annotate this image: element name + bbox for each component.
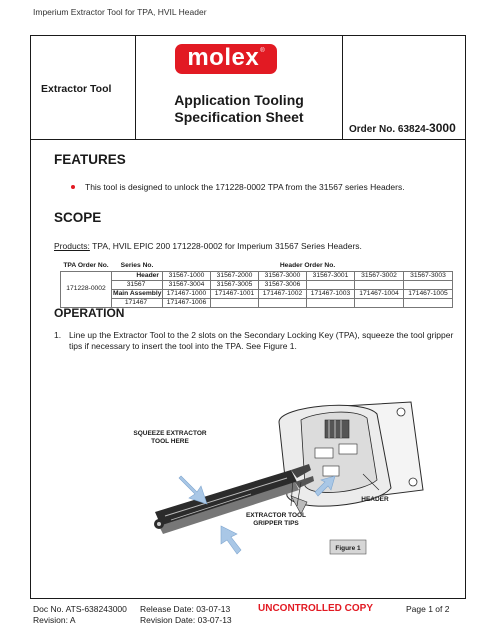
series-label: Main Assembly — [113, 289, 162, 297]
bullet-icon — [71, 183, 79, 191]
logo-registered-mark: ® — [260, 48, 265, 54]
table-cell: 31567-3004 — [163, 280, 211, 289]
header-drawing — [279, 402, 423, 514]
col-header-tpa: TPA Order No. — [61, 262, 112, 271]
scope-label: Products: — [54, 241, 90, 251]
table-cell — [355, 280, 404, 289]
table-cell: 171467-1005 — [404, 289, 453, 298]
table-cell: 31567-3001 — [307, 271, 355, 280]
col-header-series: Series No. — [112, 262, 163, 271]
footer-dates — [140, 604, 232, 626]
uncontrolled-copy-warning: UNCONTROLLED COPY — [258, 603, 373, 614]
table-cell — [355, 298, 404, 307]
page-frame — [30, 35, 466, 599]
scope-heading: SCOPE — [54, 210, 102, 225]
spec-title-line2: Specification Sheet — [174, 109, 304, 125]
footer-revision: Revision: A — [33, 615, 76, 625]
title-block — [31, 36, 465, 140]
arrow-icon — [221, 526, 241, 554]
tpa-order-value: 171228-0002 — [61, 271, 112, 307]
table-cell: 31567-3000 — [259, 271, 307, 280]
label-gripper-tips: GRIPPER TIPS — [253, 520, 299, 527]
table-cell: 31567-1000 — [163, 271, 211, 280]
step-text: Line up the Extractor Tool to the 2 slots on the Secondary Locking Key (TPA), squeeze the tool gripper tips if necessary to insert the tool into the TPA. See Figure 1. — [69, 330, 454, 351]
table-cell: 31567-3003 — [404, 271, 453, 280]
table-cell: 31567-3005 — [211, 280, 259, 289]
order-number — [349, 121, 456, 135]
footer-release-date: Release Date: 03-07-13 — [140, 604, 231, 614]
arrow-icon — [179, 476, 207, 504]
order-table — [60, 262, 453, 308]
label-squeeze: TOOL HERE — [151, 438, 189, 445]
label-header: HEADER — [361, 496, 389, 503]
figure-illustration — [101, 378, 457, 596]
molex-logo — [161, 42, 291, 76]
footer-revision-date: Revision Date: 03-07-13 — [140, 615, 232, 625]
spec-title-line1: Application Tooling — [174, 92, 304, 108]
logo-badge — [175, 44, 276, 74]
running-header: Imperium Extractor Tool for TPA, HVIL Header — [33, 7, 207, 17]
table-cell — [404, 298, 453, 307]
step-number: 1. — [54, 330, 62, 340]
series-number: 171467 — [112, 298, 163, 307]
table-cell: 31567-3006 — [259, 280, 307, 289]
page-number: Page 1 of 2 — [406, 604, 450, 614]
table-cell: 31567-3002 — [355, 271, 404, 280]
table-cell: 31567-2000 — [211, 271, 259, 280]
table-cell — [259, 298, 307, 307]
doc-label: Extractor Tool — [41, 83, 112, 95]
label-squeeze: SQUEEZE EXTRACTOR — [133, 430, 207, 437]
table-cell: 171467-1000 — [163, 289, 211, 298]
scope-text — [54, 241, 362, 251]
footer-doc-info — [33, 604, 127, 626]
operation-heading: OPERATION — [54, 306, 125, 320]
order-number-value: 3000 — [429, 121, 456, 135]
footer-doc-no: Doc No. ATS-638243000 — [33, 604, 127, 614]
table-cell: 171467-1003 — [307, 289, 355, 298]
table-cell: 171467-1006 — [163, 298, 211, 307]
content-area — [31, 140, 465, 598]
title-block-divider — [135, 36, 136, 140]
label-gripper-tips: EXTRACTOR TOOL — [245, 512, 307, 519]
table-cell: 171467-1004 — [355, 289, 404, 298]
series-label: Header — [112, 271, 163, 280]
features-heading: FEATURES — [54, 152, 126, 167]
scope-body: TPA, HVIL EPIC 200 171228-0002 for Imperium 31567 Series Headers. — [89, 241, 362, 251]
logo-text: molex — [187, 44, 260, 71]
title-block-divider — [342, 36, 343, 140]
order-number-label: Order No. 63824- — [349, 124, 430, 135]
spec-title — [144, 92, 334, 126]
figure-caption: Figure 1 — [335, 545, 361, 552]
table-cell — [211, 298, 259, 307]
table-cell: 171467-1001 — [211, 289, 259, 298]
col-header-header-order: Header Order No. — [163, 262, 453, 271]
series-number: 31567 — [112, 280, 163, 289]
table-cell — [307, 280, 355, 289]
table-cell: 171467-1002 — [259, 289, 307, 298]
table-cell — [307, 298, 355, 307]
feature-item: This tool is designed to unlock the 171228-0002 TPA from the 31567 series Headers. — [85, 182, 405, 192]
table-cell — [404, 280, 453, 289]
